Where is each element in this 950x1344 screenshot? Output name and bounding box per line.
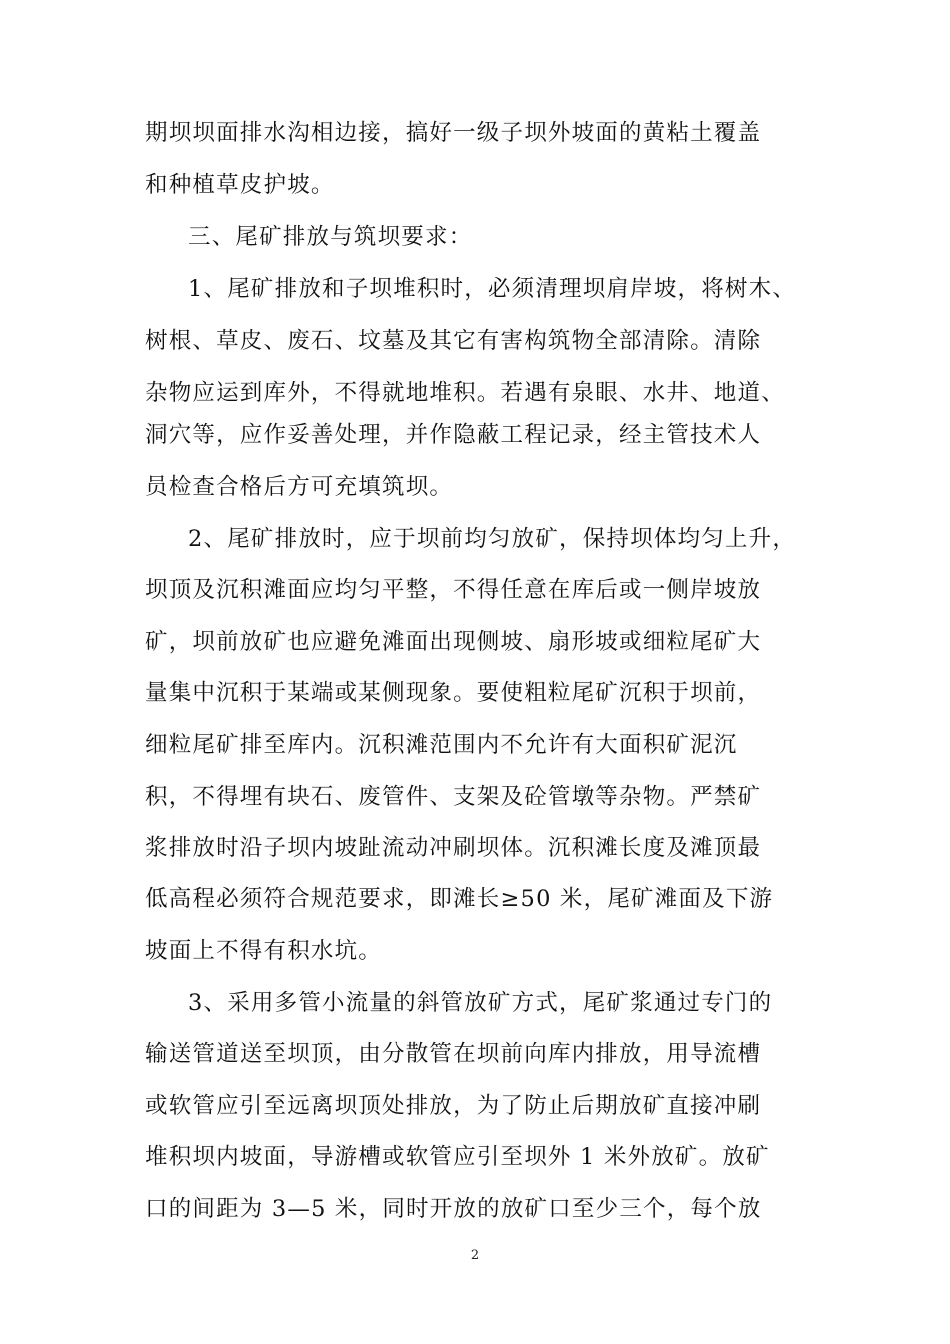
text-line: 洞穴等，应作妥善处理，并作隐蔽工程记录，经主管技术人: [145, 422, 762, 448]
text-line: 口的间距为 3—5 米，同时开放的放矿口至少三个，每个放: [145, 1196, 762, 1222]
text-line: 坡面上不得有积水坑。: [145, 938, 383, 964]
text-line: 和种植草皮护坡。: [145, 172, 335, 198]
text-line: 1、尾矿排放和子坝堆积时，必须清理坝肩岸坡，将树木、: [188, 276, 797, 302]
text-line: 输送管道送至坝顶，由分散管在坝前向库内排放，用导流槽: [145, 1041, 762, 1067]
text-line: 坝顶及沉积滩面应均匀平整，不得任意在库后或一侧岸坡放: [145, 577, 762, 603]
text-line: 3、采用多管小流量的斜管放矿方式，尾矿浆通过专门的: [188, 990, 773, 1016]
text-line: 细粒尾矿排至库内。沉积滩范围内不允许有大面积矿泥沉: [145, 732, 738, 758]
text-line: 员检查合格后方可充填筑坝。: [145, 474, 454, 500]
text-line: 量集中沉积于某端或某侧现象。要使粗粒尾矿沉积于坝前，: [145, 680, 762, 706]
text-line: 堆积坝内坡面，导游槽或软管应引至坝外 1 米外放矿。放矿: [145, 1144, 770, 1170]
text-line: 期坝坝面排水沟相边接，搞好一级子坝外坡面的黄粘土覆盖: [145, 120, 762, 146]
text-line: 低高程必须符合规范要求，即滩长≥50 米，尾矿滩面及下游: [145, 886, 774, 912]
text-line: 杂物应运到库外，不得就地堆积。若遇有泉眼、水井、地道、: [145, 380, 785, 406]
page-number: 2: [470, 1248, 480, 1263]
text-line: 或软管应引至远离坝顶处排放，为了防止后期放矿直接冲刷: [145, 1093, 762, 1119]
text-line: 矿，坝前放矿也应避免滩面出现侧坡、扇形坡或细粒尾矿大: [145, 629, 762, 655]
section-heading: 三、尾矿排放与筑坝要求：: [188, 224, 473, 250]
text-line: 浆排放时沿子坝内坡趾流动冲刷坝体。沉积滩长度及滩顶最: [145, 835, 762, 861]
text-line: 2、尾矿排放时，应于坝前均匀放矿，保持坝体均匀上升，: [188, 526, 797, 552]
text-line: 积，不得埋有块石、废管件、支架及砼管墩等杂物。严禁矿: [145, 784, 762, 810]
text-line: 树根、草皮、废石、坟墓及其它有害构筑物全部清除。清除: [145, 328, 762, 354]
